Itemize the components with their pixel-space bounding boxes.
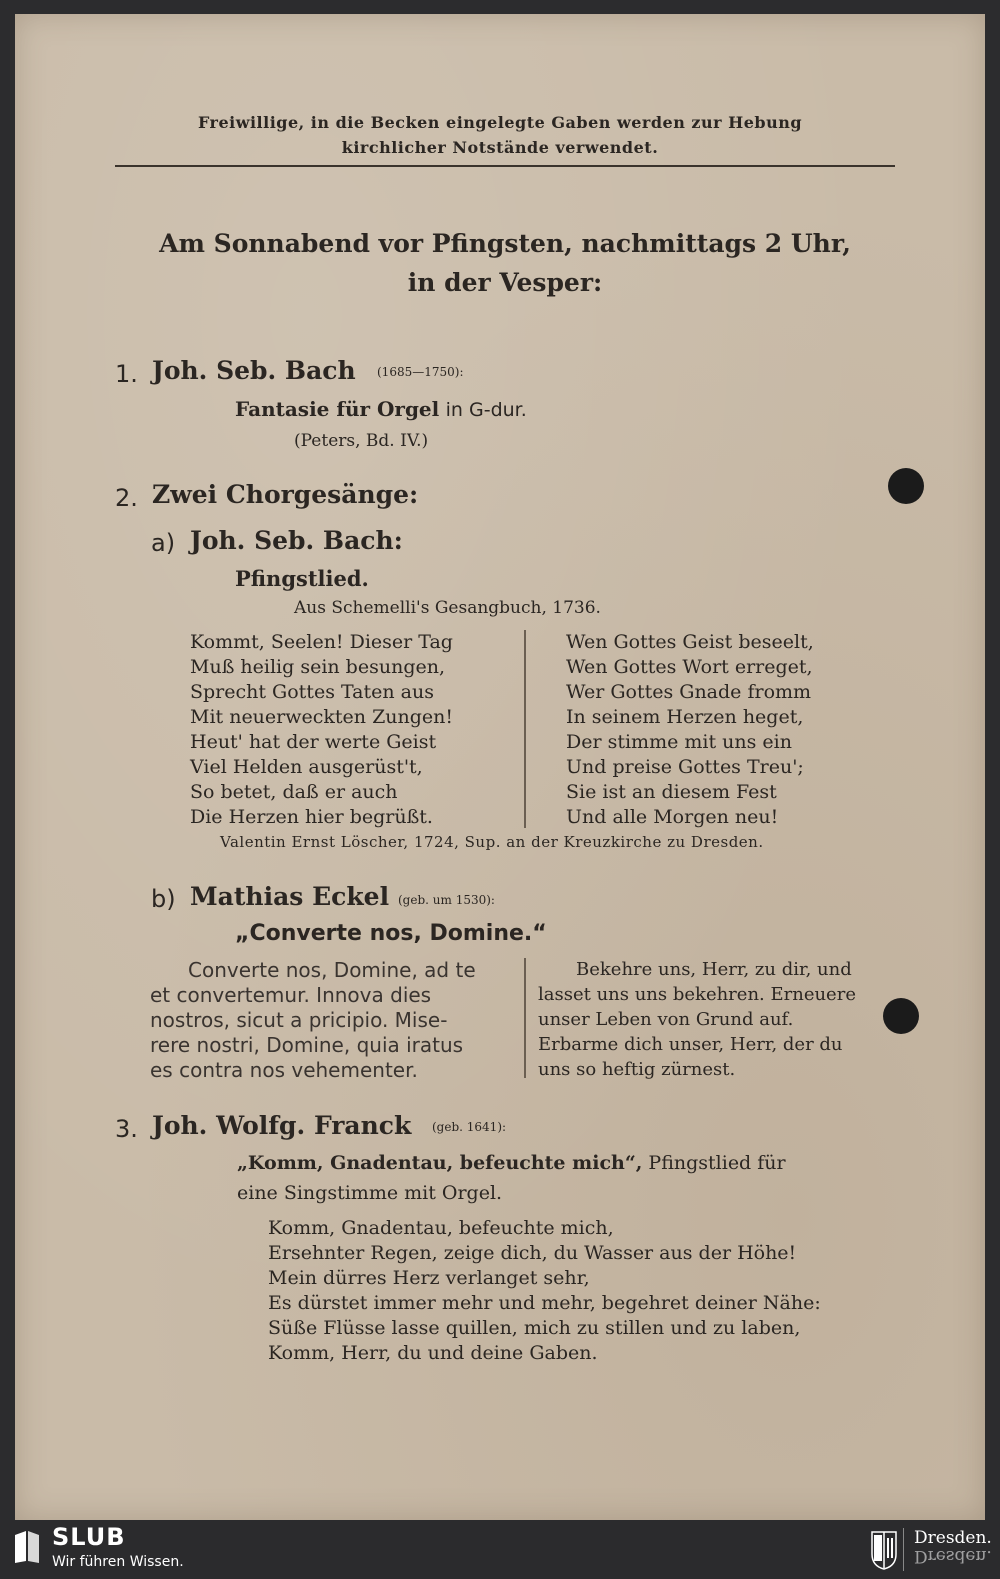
latin-line: es contra nos vehementer. [150, 1058, 418, 1082]
footer-city[interactable]: Dresden. [914, 1528, 992, 1548]
item-1-work: Fantasie für Orgel [235, 397, 440, 421]
notice-line-2: kirchlicher Notstände verwendet. [341, 138, 659, 157]
verse-line: Heut' hat der werte Geist [190, 731, 437, 753]
item-2a-author: Valentin Ernst Löscher, 1724, Sup. an der Kreuzkirche zu Dresden. [220, 833, 764, 851]
notice-line-1: Freiwillige, in die Becken eingelegte Gaben werden zur Hebung [197, 113, 803, 132]
item-1-composer: Joh. Seb. Bach [152, 356, 356, 385]
heading-line-1: Am Sonnabend vor Pfingsten, nachmittags 2 Uhr, [159, 229, 851, 258]
german-line: Bekehre uns, Herr, zu dir, und [576, 959, 852, 980]
verse-line: In seinem Herzen heget, [566, 706, 804, 728]
german-line: lasset uns uns bekehren. Erneuere [538, 984, 856, 1005]
item-2a-composer: Joh. Seb. Bach: [190, 526, 403, 555]
verse-line: Mit neuerweckten Zungen! [190, 706, 454, 728]
item-2b-latin [150, 958, 476, 1083]
item-2b-dates: (geb. um 1530): [398, 893, 495, 907]
verse-line: Und alle Morgen neu! [566, 806, 779, 828]
verse-line: Der stimme mit uns ein [566, 731, 792, 753]
item-2b-composer: Mathias Eckel [190, 882, 390, 911]
verse-line: Die Herzen hier begrüßt. [190, 806, 433, 828]
verse-line: Wen Gottes Wort erreget, [566, 656, 813, 678]
item-2a-right-verse [566, 630, 814, 830]
verse-line: Ersehnter Regen, zeige dich, du Wasser aus der Höhe! [268, 1242, 797, 1264]
footer-brand[interactable]: SLUB [52, 1523, 126, 1551]
item-1-work-key: in G-dur. [445, 399, 527, 421]
punch-hole [888, 468, 924, 504]
footer-separator [903, 1528, 904, 1571]
verse-line: Sprecht Gottes Taten aus [190, 681, 434, 703]
verse-line: So betet, daß er auch [190, 781, 398, 803]
verse-line: Muß heilig sein besungen, [190, 656, 445, 678]
verse-line: Komm, Gnadentau, befeuchte mich, [268, 1217, 614, 1239]
item-2b-german [538, 957, 856, 1082]
latin-line: et convertemur. Innova dies [150, 983, 432, 1007]
verse-line: Wer Gottes Gnade fromm [566, 681, 812, 703]
item-3-verse [268, 1216, 821, 1366]
footer-city-reflection: Dresden. [914, 1546, 992, 1566]
latin-line: rere nostri, Domine, quia iratus [150, 1033, 464, 1057]
german-line: uns so heftig zürnest. [538, 1059, 736, 1080]
item-2b-label: b) [151, 885, 176, 913]
heading-line-2: in der Vesper: [407, 268, 603, 297]
item-2a-left-verse [190, 630, 453, 830]
top-divider [115, 165, 895, 167]
item-3-title-rest: Pfingstlied für [648, 1152, 786, 1174]
punch-hole [883, 998, 919, 1034]
item-1-number: 1. [115, 360, 138, 388]
item-3-dates: (geb. 1641): [432, 1120, 507, 1134]
footer-bar [0, 1520, 1000, 1579]
verse-line: Mein dürres Herz verlanget sehr, [268, 1267, 590, 1289]
verse-line: Viel Helden ausgerüst't, [190, 756, 423, 778]
item-2a-label: a) [151, 529, 176, 557]
latin-line: Converte nos, Domine, ad te [188, 958, 476, 982]
latin-line: nostros, sicut a pricipio. Mise- [150, 1008, 448, 1032]
item-2b-title: „Converte nos, Domine.“ [235, 921, 547, 946]
german-line: unser Leben von Grund auf. [538, 1009, 794, 1030]
verse-line: Komm, Herr, du und deine Gaben. [268, 1342, 598, 1364]
item-3-subtitle: eine Singstimme mit Orgel. [237, 1182, 503, 1204]
verse-line: Und preise Gottes Treu'; [566, 756, 804, 778]
verse-line: Süße Flüsse lasse quillen, mich zu stillen und zu laben, [268, 1317, 801, 1339]
dresden-coat-of-arms-icon [870, 1530, 898, 1570]
item-3-title: „Komm, Gnadentau, befeuchte mich“, [237, 1152, 643, 1174]
book-icon [12, 1529, 42, 1565]
item-2-title: Zwei Chorgesänge: [152, 480, 419, 509]
german-line: Erbarme dich unser, Herr, der du [538, 1034, 843, 1055]
item-2-number: 2. [115, 484, 138, 512]
verse-line: Kommt, Seelen! Dieser Tag [190, 631, 453, 653]
item-3-composer: Joh. Wolfg. Franck [152, 1111, 412, 1140]
verse-divider [524, 630, 526, 828]
verse-line: Sie ist an diesem Fest [566, 781, 777, 803]
verse-line: Wen Gottes Geist beseelt, [566, 631, 814, 653]
item-2a-source: Aus Schemelli's Gesangbuch, 1736. [294, 598, 601, 618]
verse-line: Es dürstet immer mehr und mehr, begehret deiner Nähe: [268, 1292, 821, 1314]
item-1-dates: (1685—1750): [377, 365, 464, 379]
item-3-number: 3. [115, 1115, 138, 1143]
translation-divider [524, 958, 526, 1078]
item-1-edition: (Peters, Bd. IV.) [294, 431, 429, 451]
footer-slogan: Wir führen Wissen. [52, 1554, 184, 1570]
item-2a-title: Pfingstlied. [235, 566, 369, 591]
